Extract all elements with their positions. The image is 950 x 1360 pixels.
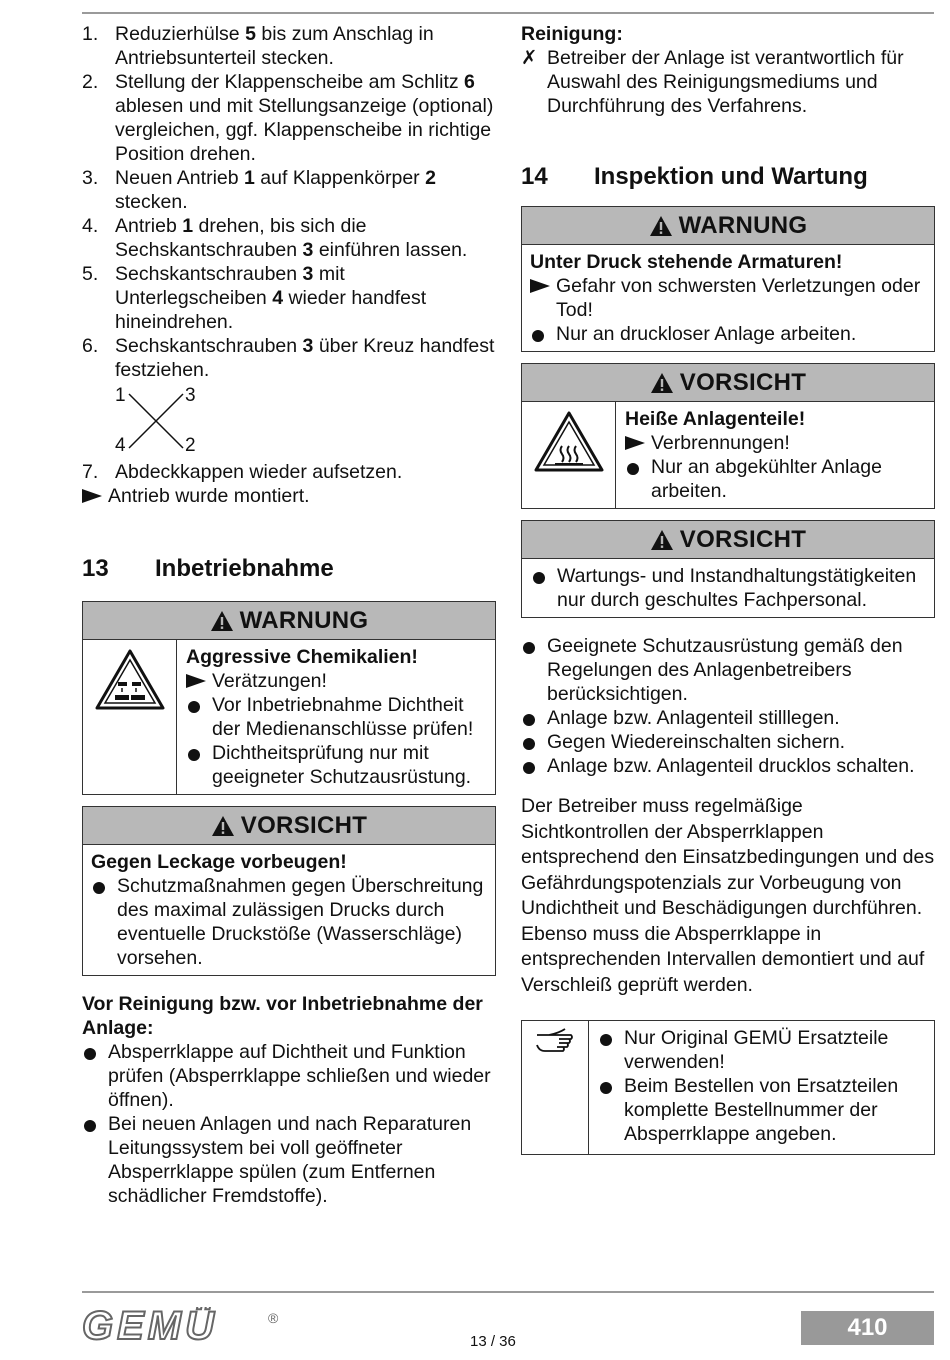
list-item: Dichtheitsprüfung nur mit geeigneter Schutzausrüstung.	[186, 741, 487, 789]
list-item: Bei neuen Anlagen und nach Reparaturen Leitungssystem bei voll geöffneter Absperrklappe spülen (zum Entfernen schädlicher Fremdstoffe).	[82, 1112, 496, 1208]
left-column	[82, 22, 496, 1208]
caution-title: Gegen Leckage vorbeugen!	[91, 851, 347, 873]
bullet-icon	[188, 749, 200, 761]
x-mark-icon: ✗	[521, 47, 538, 69]
svg-text:®: ®	[268, 1310, 279, 1326]
bullet-icon	[93, 882, 105, 894]
bullet-icon	[600, 1082, 612, 1094]
cross-label: 1	[115, 385, 126, 406]
list-item: 7. Abdeckkappen wieder aufsetzen.	[82, 461, 403, 483]
subheading-cleaning: Reinigung:	[521, 23, 623, 45]
list-item: Nur an abgekühlter Anlage arbeiten.	[625, 455, 926, 503]
product-number-badge: 410	[801, 1311, 934, 1345]
bullet-icon	[523, 714, 535, 726]
gemu-logo	[82, 1307, 282, 1353]
list-item: 1. Reduzierhülse 5 bis zum Anschlag in Antriebsunterteil stecken.	[82, 23, 434, 69]
caution-header: VORSICHT	[83, 807, 495, 845]
list-item: Schutzmaßnahmen gegen Überschreitung des maximal zulässigen Drucks durch eventuelle Druckstöße (Wasserschläge) vorsehen.	[91, 874, 487, 970]
corrosive-hazard-icon	[83, 640, 177, 794]
cross-label: 3	[185, 385, 196, 406]
bullet-icon	[627, 463, 639, 475]
list-item: ✗ Betreiber der Anlage ist verantwortlich für Auswahl des Reinigungsmediums und Durchführung des Verfahrens.	[521, 47, 904, 117]
list-item: Wartungs- und Instandhaltungstätigkeiten nur durch geschultes Fachpersonal.	[531, 564, 926, 612]
maintenance-bullets	[521, 634, 935, 778]
warning-header: WARNUNG	[522, 207, 934, 245]
list-item: Gegen Wiedereinschalten sichern.	[521, 730, 935, 754]
svg-text:GEMÜ: GEMÜ	[82, 1307, 218, 1347]
caution-box-hot-parts	[521, 363, 935, 509]
warning-triangle-icon	[211, 815, 235, 837]
list-item: 5. Sechskantschrauben 3 mit Unterlegscheiben 4 wieder handfest hineindrehen.	[82, 263, 427, 333]
subheading-before-cleaning: Vor Reinigung bzw. vor Inbetriebnahme der Anlage:	[82, 993, 483, 1039]
list-item: Absperrklappe auf Dichtheit und Funktion prüfen (Absperrklappe schließen und wieder öffnen).	[82, 1040, 496, 1112]
bullet-icon	[523, 738, 535, 750]
warning-title: Aggressive Chemikalien!	[186, 646, 418, 668]
cross-label: 2	[185, 435, 196, 456]
caution-title: Heiße Anlagenteile!	[625, 408, 806, 430]
pointing-hand-icon	[522, 1021, 589, 1154]
page-number: 13 / 36	[470, 1333, 516, 1350]
arrow-icon	[82, 489, 102, 503]
bullet-icon	[523, 642, 535, 654]
warning-box-chemicals	[82, 601, 496, 795]
hint-box-spare-parts	[521, 1020, 935, 1155]
warning-triangle-icon	[649, 215, 673, 237]
list-item: Nur an druckloser Anlage arbeiten.	[530, 322, 926, 346]
list-item: Vor Inbetriebnahme Dichtheit der Medienanschlüsse prüfen!	[186, 693, 487, 741]
inspection-paragraph: Der Betreiber muss regelmäßige Sichtkontrollen der Absperrklappen entsprechend den Einsatzbedingungen und des Gefährdungspotenzials zur Vorbeugung von Undichtheit und Beschädigungen durchführen. Ebenso muss die Absperrklappe in entsprechenden Intervallen demontiert und auf Verschleiß geprüft werden.	[521, 795, 935, 996]
cross-lines-icon	[127, 392, 185, 450]
hot-surface-icon	[522, 402, 616, 508]
bullet-icon	[600, 1034, 612, 1046]
top-rule	[82, 12, 934, 14]
section-heading-14: 14 Inspektion und Wartung	[521, 163, 868, 190]
caution-box-personnel	[521, 520, 935, 618]
assembly-steps-continued	[82, 460, 496, 484]
list-item: Geeignete Schutzausrüstung gemäß den Regelungen des Anlagenbetreibers berücksichtigen.	[521, 634, 935, 706]
bullet-icon	[532, 330, 544, 342]
list-item: 6. Sechskantschrauben 3 über Kreuz handfest festziehen.	[82, 335, 495, 381]
bullet-icon	[84, 1048, 96, 1060]
caution-header: VORSICHT	[522, 521, 934, 559]
warning-header: WARNUNG	[83, 602, 495, 640]
warning-box-pressure	[521, 206, 935, 352]
bullet-icon	[523, 762, 535, 774]
section-heading-13: 13 Inbetriebnahme	[82, 555, 334, 582]
list-item: Beim Bestellen von Ersatzteilen komplette Bestellnummer der Absperrklappe angeben.	[598, 1074, 926, 1146]
assembly-steps	[82, 22, 496, 382]
list-item: 2. Stellung der Klappenscheibe am Schlitz 6 ablesen und mit Stellungsanzeige (optional) vergleichen, ggf. Klappenscheibe in richtige Position drehen.	[82, 71, 494, 165]
warning-consequence: Gefahr von schwersten Verletzungen oder Tod!	[530, 274, 926, 322]
cross-label: 4	[115, 435, 126, 456]
list-item: 3. Neuen Antrieb 1 auf Klappenkörper 2 stecken.	[82, 167, 436, 213]
warning-triangle-icon	[650, 529, 674, 551]
arrow-icon	[530, 279, 550, 293]
footer-rule	[82, 1291, 934, 1293]
warning-triangle-icon	[650, 372, 674, 394]
result-line: Antrieb wurde montiert.	[82, 484, 496, 508]
warning-consequence: Verätzungen!	[186, 669, 487, 693]
bullet-icon	[84, 1120, 96, 1132]
list-item: Anlage bzw. Anlagenteil stilllegen.	[521, 706, 935, 730]
right-column	[521, 22, 935, 1155]
cross-tightening-diagram	[115, 384, 225, 458]
caution-box-leakage	[82, 806, 496, 976]
list-item: Anlage bzw. Anlagenteil drucklos schalten.	[521, 754, 935, 778]
warning-title: Unter Druck stehende Armaturen!	[530, 251, 843, 273]
arrow-icon	[625, 436, 645, 450]
bullet-icon	[533, 572, 545, 584]
caution-header: VORSICHT	[522, 364, 934, 402]
list-item: Nur Original GEMÜ Ersatzteile verwenden!	[598, 1026, 926, 1074]
bullet-icon	[188, 701, 200, 713]
caution-consequence: Verbrennungen!	[625, 431, 926, 455]
warning-triangle-icon	[210, 610, 234, 632]
arrow-icon	[186, 674, 206, 688]
list-item: 4. Antrieb 1 drehen, bis sich die Sechskantschrauben 3 einführen lassen.	[82, 215, 468, 261]
